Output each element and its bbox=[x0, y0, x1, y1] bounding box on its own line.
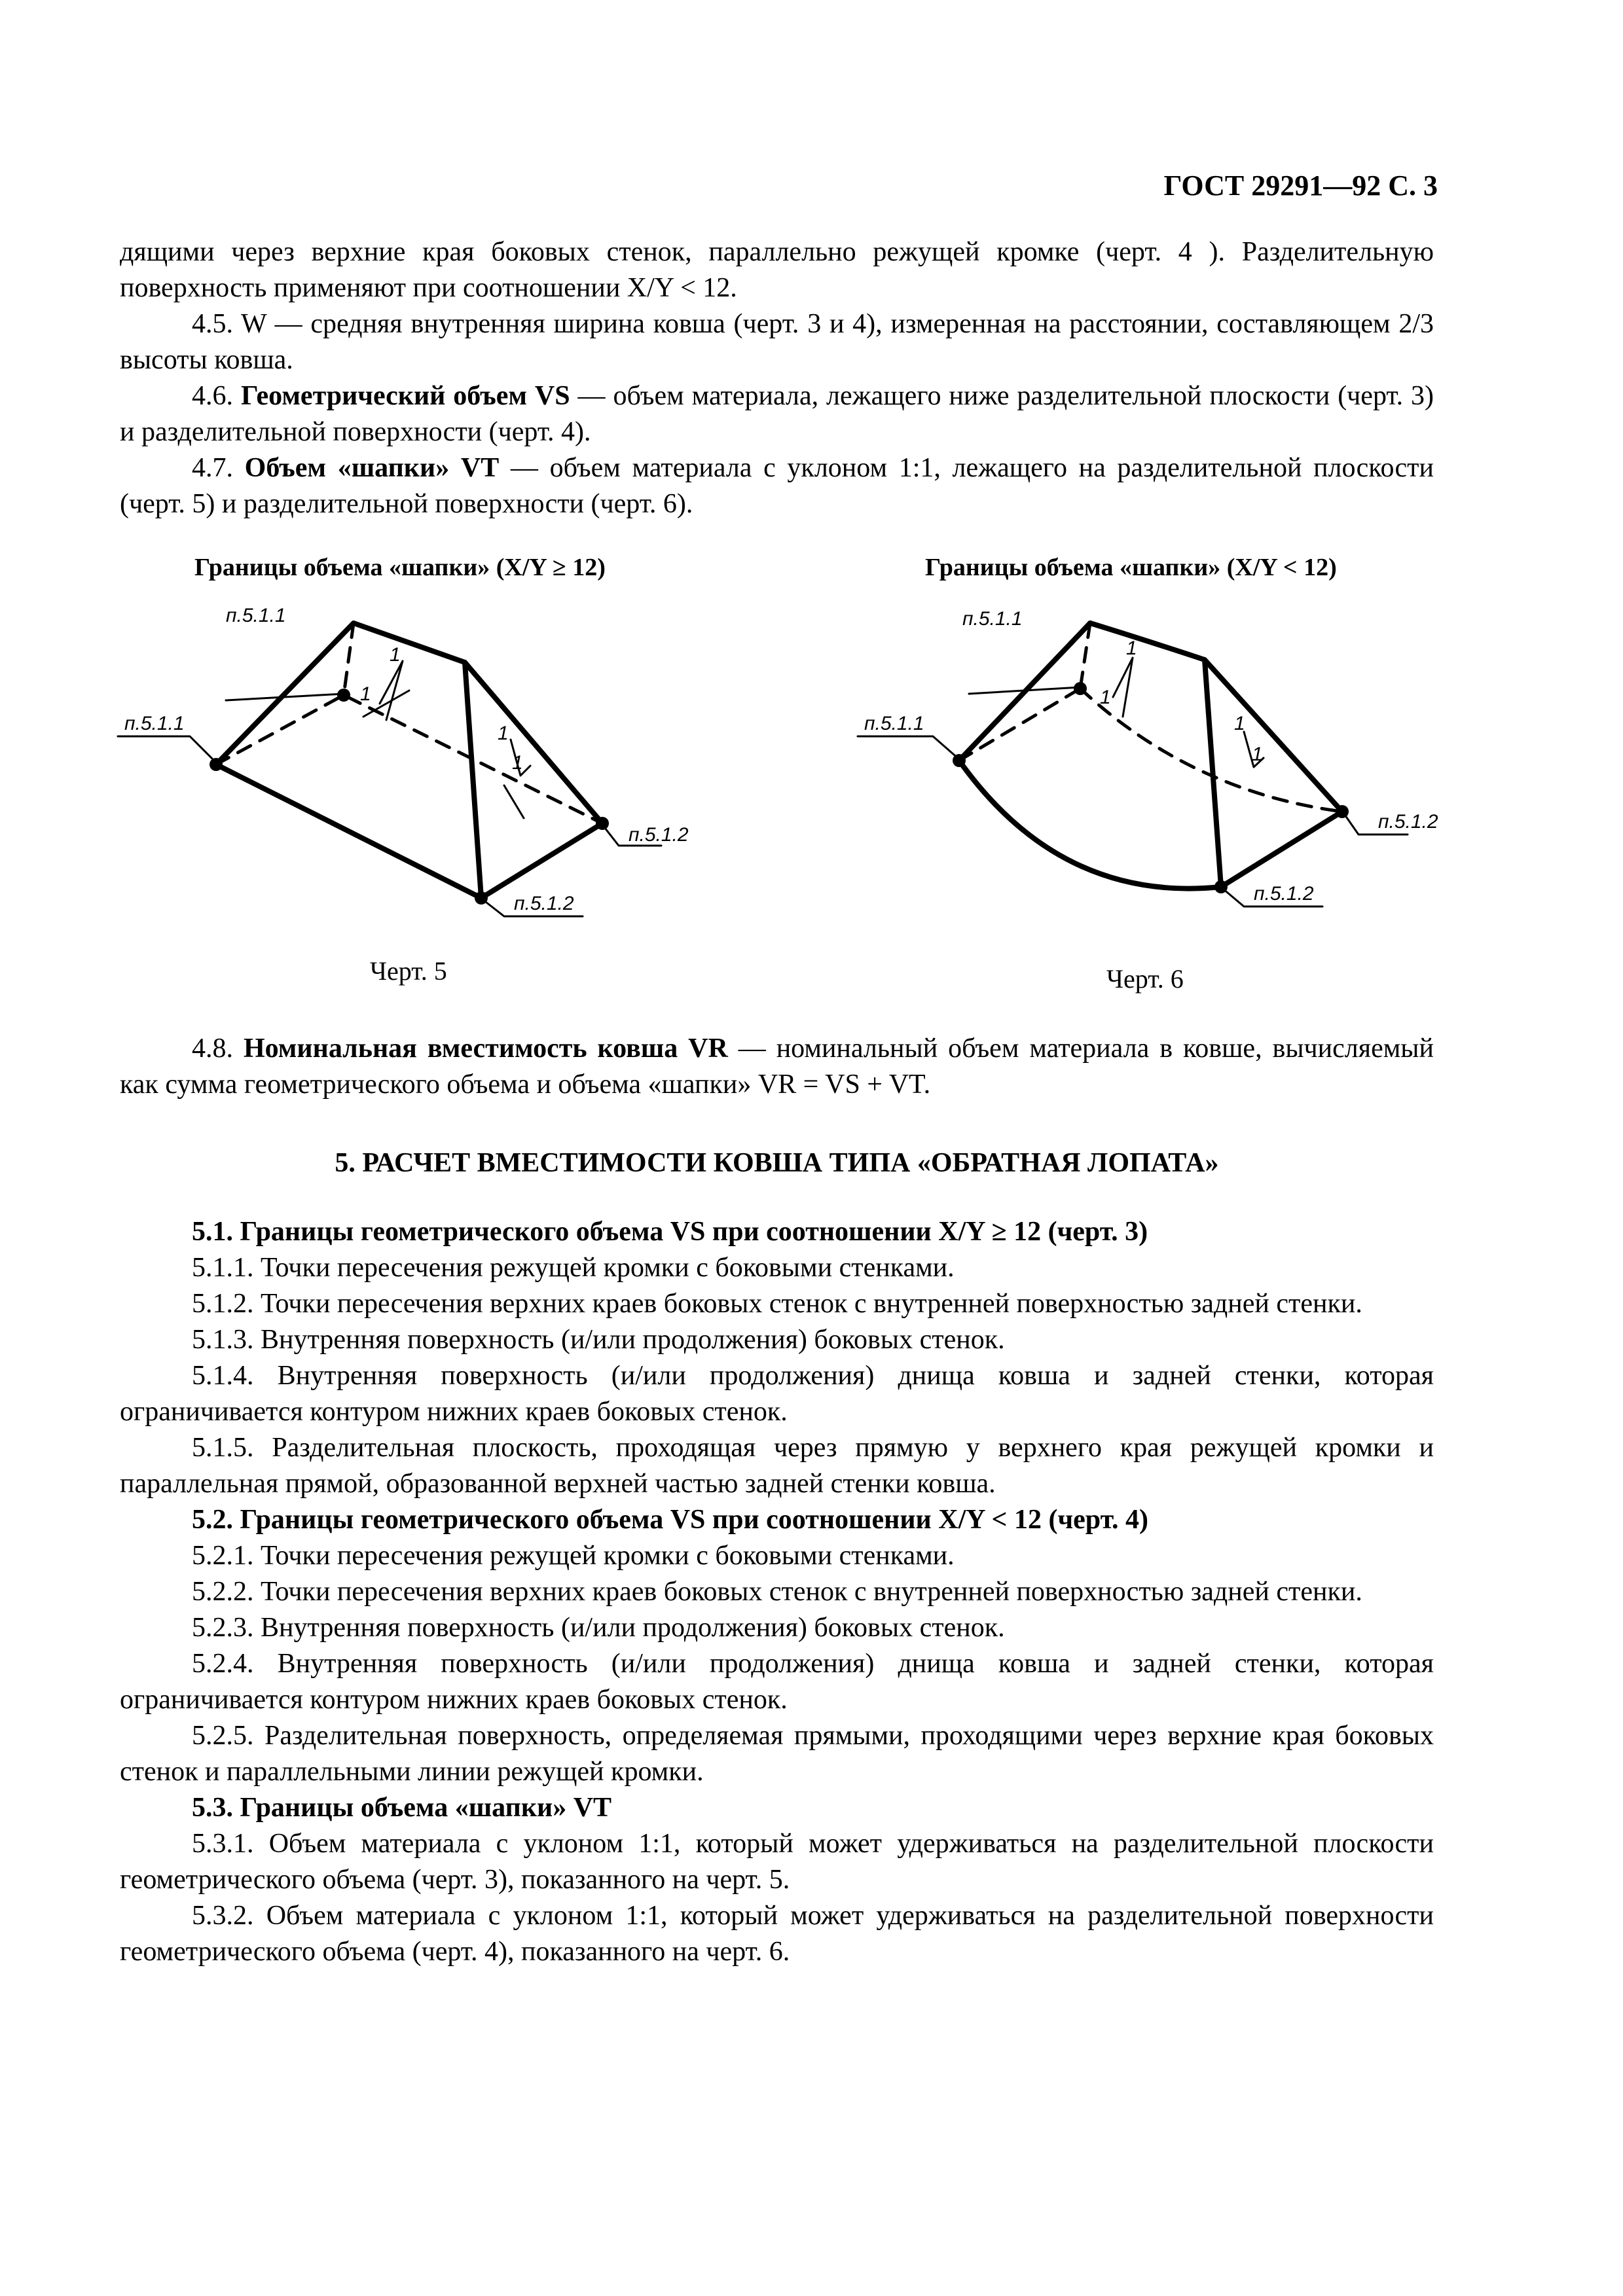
figure-5-caption: Границы объема «шапки» (X/Y ≥ 12) bbox=[194, 554, 606, 581]
edge-solid-curve bbox=[1090, 623, 1205, 660]
term-bold: Геометрический объем VS bbox=[240, 381, 570, 411]
term-bold: Объем «шапки» VT bbox=[244, 453, 500, 483]
paragraph-4-8 bbox=[120, 1031, 1434, 1103]
paragraph-4-5: 4.5. W — средняя внутренняя ширина ковша (черт. 3 и 4), измеренная на расстоянии, составляющем 2/3 высоты ковша. bbox=[120, 309, 1434, 375]
term-bold: Номинальная вместимость ковша VR bbox=[243, 1033, 728, 1064]
item-5-3-2: 5.3.2. Объем материала с уклоном 1:1, который может удерживаться на разделительной поверхности геометрического объема (черт. 4), показанного на черт. 6. bbox=[120, 1901, 1434, 1967]
item-5-2-1: 5.2.1. Точки пересечения режущей кромки с боковыми стенками. bbox=[192, 1541, 955, 1571]
point-marker bbox=[1336, 805, 1349, 818]
outline-solid bbox=[216, 623, 602, 898]
label-p512: п.5.1.2 bbox=[1378, 811, 1438, 833]
slope-label: 1 bbox=[1234, 713, 1245, 734]
leader-line bbox=[118, 736, 216, 762]
edge-solid bbox=[959, 623, 1090, 761]
item-5-2-4: 5.2.4. Внутренняя поверхность (и/или продолжения) днища ковша и задней стенки, которая ограничивается контуром нижних краев боковых стенок. bbox=[120, 1649, 1434, 1715]
leader-line bbox=[858, 736, 959, 759]
item-5-2-5: 5.2.5. Разделительная поверхность, определяемая прямыми, проходящими через верхние края боковых стенок и параллельными линии режущей кромки. bbox=[120, 1721, 1434, 1787]
item-5-3-1: 5.3.1. Объем материала с уклоном 1:1, который может удерживаться на разделительной плоскости геометрического объема (черт. 3), показанного на черт. 5. bbox=[120, 1829, 1434, 1895]
figure-5-label: Черт. 5 bbox=[370, 956, 447, 986]
slope-label: 1 bbox=[498, 723, 509, 744]
label-p512: п.5.1.2 bbox=[1254, 883, 1314, 905]
slope-line-2 bbox=[504, 785, 524, 818]
paragraph-continuation: дящими через верхние края боковых стенок, параллельно режущей кромке (черт. 4 ). Разделительную поверхность применяют при соотношении X/Y < 12. bbox=[120, 237, 1434, 303]
figure-6-label: Черт. 6 bbox=[1106, 964, 1184, 994]
slope-label: 1 bbox=[512, 752, 523, 774]
label-p511: п.5.1.1 bbox=[226, 605, 286, 626]
paragraph-4-7 bbox=[120, 450, 1434, 522]
subsection-5-2: 5.2. Границы геометрического объема VS при соотношении X/Y < 12 (черт. 4) bbox=[192, 1505, 1149, 1535]
item-5-1-2: 5.1.2. Точки пересечения верхних краев боковых стенок с внутренней поверхностью задней стенки. bbox=[192, 1289, 1362, 1319]
edge-solid bbox=[1205, 660, 1342, 812]
label-p511: п.5.1.1 bbox=[124, 713, 185, 734]
point-marker bbox=[337, 689, 350, 702]
point-marker bbox=[953, 754, 966, 767]
paragraph-text: — объем материала, лежащего ниже разделительной плоскости (черт. 3) и разделительной поверхности (черт. 4). bbox=[120, 381, 1434, 447]
label-p511: п.5.1.1 bbox=[864, 713, 924, 734]
label-p512: п.5.1.2 bbox=[514, 893, 574, 914]
edge-solid-curve bbox=[959, 761, 1221, 889]
slope-label: 1 bbox=[390, 644, 401, 666]
figure-6-drawing bbox=[851, 589, 1493, 956]
paragraph-4-6 bbox=[120, 378, 1434, 450]
subsection-5-1: 5.1. Границы геометрического объема VS при соотношении X/Y ≥ 12 (черт. 3) bbox=[192, 1217, 1148, 1247]
section-5-body bbox=[120, 1214, 1434, 1970]
point-marker bbox=[1074, 682, 1087, 695]
slope-mark-1 bbox=[1113, 658, 1133, 717]
slope-label: 1 bbox=[1126, 637, 1137, 659]
label-p511: п.5.1.1 bbox=[962, 608, 1023, 630]
paragraph-number: 4.7. bbox=[192, 453, 233, 483]
slope-label: 1 bbox=[360, 683, 371, 705]
point-marker bbox=[475, 891, 488, 905]
label-p512: п.5.1.2 bbox=[629, 824, 689, 846]
slope-label: 1 bbox=[1100, 687, 1111, 708]
point-marker bbox=[210, 758, 223, 771]
point-marker bbox=[596, 817, 609, 830]
edge-solid bbox=[465, 662, 481, 898]
slope-mark-1 bbox=[380, 661, 403, 720]
item-5-1-1: 5.1.1. Точки пересечения режущей кромки с боковыми стенками. bbox=[192, 1253, 955, 1283]
paragraph-number: 4.6. bbox=[192, 381, 233, 411]
paragraph-4-8-block bbox=[120, 1031, 1434, 1103]
paragraph-number: 4.8. bbox=[192, 1033, 233, 1064]
paragraph-text: — объем материала с уклоном 1:1, лежащего на разделительной плоскости (черт. 5) и разделительной поверхности (черт. 6). bbox=[120, 453, 1434, 519]
subsection-5-3: 5.3. Границы объема «шапки» VT bbox=[192, 1793, 612, 1823]
section-5-title: 5. РАСЧЕТ ВМЕСТИМОСТИ КОВША ТИПА «ОБРАТНАЯ ЛОПАТА» bbox=[335, 1148, 1219, 1178]
paragraph-text: — номинальный объем материала в ковше, вычисляемый как сумма геометрического объема и объема «шапки» VR = VS + VT. bbox=[120, 1033, 1434, 1100]
item-5-2-3: 5.2.3. Внутренняя поверхность (и/или продолжения) боковых стенок. bbox=[192, 1613, 1005, 1643]
edge-solid bbox=[1221, 812, 1342, 887]
page-header: ГОСТ 29291—92 С. 3 bbox=[1163, 170, 1438, 202]
figure-5-drawing bbox=[111, 589, 733, 956]
item-5-1-5: 5.1.5. Разделительная плоскость, проходящая через прямую у верхнего края режущей кромки и параллельная прямой, образованной верхней частью задней стенки ковша. bbox=[120, 1433, 1434, 1499]
item-5-2-2: 5.2.2. Точки пересечения верхних краев боковых стенок с внутренней поверхностью задней стенки. bbox=[192, 1577, 1362, 1607]
point-marker bbox=[1214, 880, 1228, 893]
item-5-1-3: 5.1.3. Внутренняя поверхность (и/или продолжения) боковых стенок. bbox=[192, 1325, 1005, 1355]
slope-label: 1 bbox=[1252, 744, 1263, 765]
item-5-1-4: 5.1.4. Внутренняя поверхность (и/или продолжения) днища ковша и задней стенки, которая ограничивается контуром нижних краев боковых стенок. bbox=[120, 1361, 1434, 1427]
top-paragraphs bbox=[120, 234, 1434, 522]
figure-6-caption: Границы объема «шапки» (X/Y < 12) bbox=[925, 554, 1337, 581]
